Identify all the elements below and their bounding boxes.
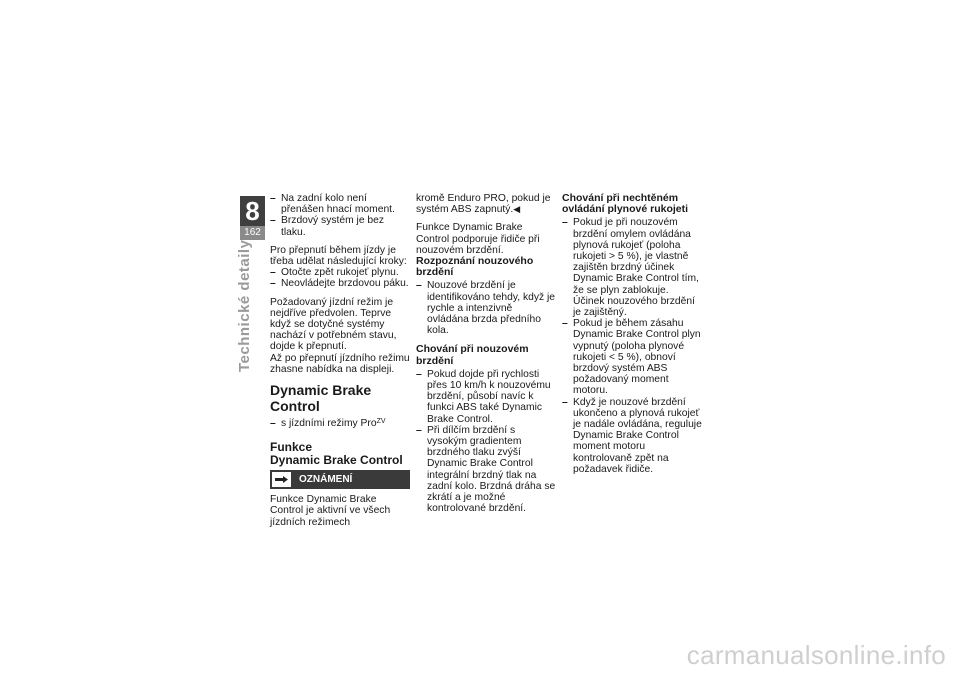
list-item: – Brzdový systém je bez tlaku.: [270, 215, 410, 237]
column-2: [416, 193, 556, 521]
column-3: [562, 193, 702, 482]
subsection-heading: [270, 441, 410, 466]
chapter-tab: [240, 196, 265, 240]
page-number: 162: [240, 226, 265, 240]
list-item: – Když je nouzové brzdění ukončeno a plynová rukojeť je nadále ovládána, reguluje Dynamic Brake Control moment motoru kontrolovaně zpět na požadavek řidiče.: [562, 397, 702, 475]
section-heading: Dynamic Brake Control: [270, 382, 372, 415]
bullet-list: [270, 267, 410, 289]
paragraph: Funkce Dynamic Brake Control podporuje řidiče při nouzovém brzdění.: [416, 222, 540, 256]
bullet-list: [562, 217, 702, 475]
watermark: carmanualsonline.info: [686, 640, 946, 670]
paragraph: [416, 193, 556, 215]
list-item: – Pokud je během zásahu Dynamic Brake Control plyn vypnutý (poloha plynové rukojeti < 5 %), obnoví brzdový systém ABS požadovaný moment motoru.: [562, 318, 702, 396]
list-item-text: s jízdními režimy Pro: [281, 418, 377, 430]
bullet-list: [416, 280, 556, 336]
notice-box: [270, 470, 410, 489]
list-item: – Otočte zpět rukojeť plynu.: [270, 267, 410, 278]
chapter-label: Technické detaily: [236, 239, 253, 372]
heading-line: Dynamic Brake Control: [270, 452, 403, 467]
notice-title: OZNÁMENÍ: [299, 474, 353, 486]
paragraph: Funkce Dynamic Brake Control je aktivní ve všech jízdních režimech: [270, 494, 391, 528]
list-item: – Neovládejte brzdovou páku.: [270, 278, 410, 289]
list-item: – Nouzové brzdění je identifikováno tehdy, když je rychle a intenzivně ovládána brzda předního kola.: [416, 280, 556, 336]
pointing-hand-icon: [272, 472, 291, 487]
paragraph-text: kromě Enduro PRO, pokud je systém ABS zapnutý.: [416, 193, 551, 216]
chapter-number: 8: [245, 196, 260, 226]
column-1: [270, 193, 410, 535]
bullet-list: [416, 369, 556, 515]
subsection-heading: Chování při nouzovém brzdění: [416, 343, 529, 367]
end-marker-icon: ◀: [513, 204, 521, 215]
heading-line: Funkce: [270, 440, 313, 455]
subsection-heading: Rozpoznání nouzového brzdění: [416, 255, 534, 279]
bullet-list: [270, 193, 410, 238]
paragraph: Pro přepnutí během jízdy je třeba udělat následující kroky:: [270, 244, 407, 268]
list-item: [270, 418, 410, 429]
list-item: – Při dílčím brzdění s vysokým gradientem brzdného tlaku zvýší Dynamic Brake Control integrální brzdný tlak na zadní kolo. Brzdná dráha se zkrátí a je možné kontrolované brzdění.: [416, 425, 556, 515]
subsection-heading: Chování při nechtěném ovládání plynové rukojeti: [562, 192, 689, 216]
list-item: – Pokud dojde při rychlosti přes 10 km/h k nouzovému brzdění, působí navíc k funkci ABS také Dynamic Brake Control.: [416, 369, 556, 425]
paragraph: Až po přepnutí jízdního režimu zhasne nabídka na displeji.: [270, 352, 410, 375]
paragraph: Požadovaný jízdní režim je nejdříve předvolen. Teprve když se dotyčné systémy nachází v potřebném stavu, dojde k přepnutí.: [270, 296, 397, 353]
list-item: – Na zadní kolo není přenášen hnací moment.: [270, 193, 410, 215]
list-item: – Pokud je při nouzovém brzdění omylem ovládána plynová rukojeť (poloha rukojeti > 5 %), je vlastně zajištěn brzdný účinek Dynamic Brake Control tím, že se plyn zablokuje. Účinek nouzového brzdění je zajištěný.: [562, 217, 702, 318]
option-code: ZV: [376, 418, 386, 426]
